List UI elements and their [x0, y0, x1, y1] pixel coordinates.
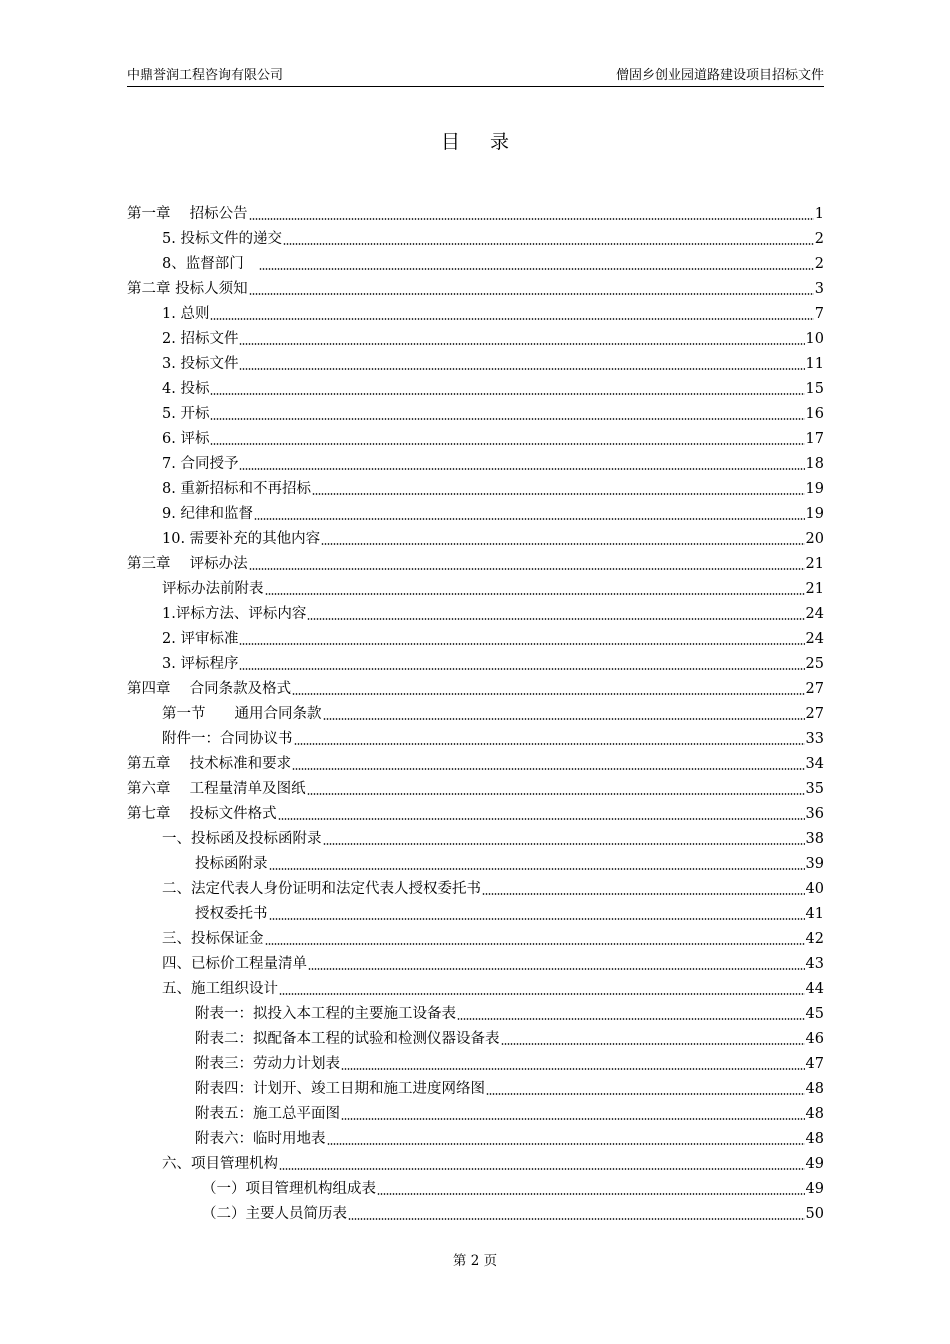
toc-entry-page: 48 [805, 1081, 824, 1097]
dot-leader [239, 668, 804, 670]
dot-leader [259, 268, 814, 270]
toc-entry-page: 35 [805, 781, 824, 797]
toc-entry-page: 11 [805, 356, 824, 372]
toc-entry-title: 六、项目管理机构 [162, 1156, 278, 1172]
toc-entry[interactable] [127, 1098, 824, 1123]
toc-entry[interactable] [127, 248, 824, 273]
toc-entry[interactable] [127, 698, 824, 723]
toc-entry-title: 第二章 投标人须知 [127, 281, 248, 297]
dot-leader [269, 918, 805, 920]
toc-entry-page: 20 [805, 531, 824, 547]
dot-leader [279, 1168, 805, 1170]
dot-leader [308, 968, 805, 970]
toc-entry-page: 36 [805, 806, 824, 822]
toc-entry[interactable] [127, 298, 824, 323]
toc-entry-page: 39 [805, 856, 824, 872]
toc-entry-page: 43 [805, 956, 824, 972]
toc-entry-title: 1. 总则 [162, 306, 210, 322]
toc-entry[interactable] [127, 198, 824, 223]
toc-entry[interactable] [127, 1123, 824, 1148]
toc-entry[interactable] [127, 948, 824, 973]
toc-entry-title: 附表四：计划开、竣工日期和施工进度网络图 [195, 1081, 485, 1097]
dot-leader [348, 1218, 805, 1220]
toc-entry-title: 7. 合同授予 [162, 456, 239, 472]
toc-entry-title: 2. 招标文件 [162, 331, 239, 347]
toc-entry-page: 41 [805, 906, 824, 922]
toc-entry-title: 一、投标函及投标函附录 [162, 831, 322, 847]
dot-leader [249, 568, 805, 570]
dot-leader [278, 818, 805, 820]
toc-entry-page: 2 [814, 256, 824, 272]
dot-leader [249, 293, 814, 295]
toc-entry-page: 38 [805, 831, 824, 847]
page-title: 目录 [440, 131, 539, 153]
toc-entry[interactable] [127, 798, 824, 823]
dot-leader [210, 393, 804, 395]
dot-leader [265, 593, 805, 595]
toc-entry-page: 21 [805, 556, 824, 572]
toc-entry[interactable] [127, 423, 824, 448]
toc-entry-title: 授权委托书 [195, 906, 268, 922]
toc-entry-page: 17 [805, 431, 824, 447]
toc-entry-title: 五、施工组织设计 [162, 981, 278, 997]
toc-entry[interactable] [127, 848, 824, 873]
dot-leader [312, 493, 805, 495]
toc-entry-page: 49 [805, 1181, 824, 1197]
toc-entry[interactable] [127, 448, 824, 473]
dot-leader [210, 318, 813, 320]
dot-leader [292, 768, 804, 770]
toc-entry-page: 48 [805, 1106, 824, 1122]
dot-leader [457, 1018, 805, 1020]
toc-entry[interactable] [127, 1073, 824, 1098]
toc-entry[interactable] [127, 523, 824, 548]
toc-entry-title: 5. 投标文件的递交 [162, 231, 282, 247]
toc-entry[interactable] [127, 573, 824, 598]
toc-entry-page: 10 [805, 331, 824, 347]
toc-entry-page: 27 [805, 706, 824, 722]
toc-entry-page: 40 [805, 881, 824, 897]
dot-leader [501, 1043, 805, 1045]
dot-leader [239, 343, 804, 345]
dot-leader [377, 1193, 805, 1195]
dot-leader [265, 943, 805, 945]
dot-leader [239, 468, 804, 470]
toc-entry-title: 附表一：拟投入本工程的主要施工设备表 [195, 1006, 456, 1022]
toc-entry-title: 附表六：临时用地表 [195, 1131, 326, 1147]
toc-entry-title: 投标函附录 [195, 856, 268, 872]
toc-entry-title: 第五章 技术标准和要求 [127, 756, 292, 772]
page-number: 第 2 页 [452, 1253, 498, 1269]
toc-entry[interactable] [127, 598, 824, 623]
dot-leader [292, 693, 804, 695]
toc-entry[interactable] [127, 648, 824, 673]
toc-entry-page: 42 [805, 931, 824, 947]
dot-leader [323, 843, 805, 845]
toc-entry[interactable] [127, 873, 824, 898]
toc-entry-page: 18 [805, 456, 824, 472]
toc-entry[interactable] [127, 998, 824, 1023]
toc-entry-page: 45 [805, 1006, 824, 1022]
dot-leader [307, 793, 805, 795]
toc-entry-page: 15 [805, 381, 824, 397]
toc-entry-title: 第一节 通用合同条款 [162, 706, 322, 722]
toc-entry-page: 33 [805, 731, 824, 747]
toc-entry-title: 2. 评审标准 [162, 631, 239, 647]
page-header [127, 66, 824, 87]
dot-leader [210, 443, 804, 445]
table-of-contents [127, 198, 824, 1223]
toc-entry[interactable] [127, 273, 824, 298]
dot-leader [321, 543, 804, 545]
dot-leader [283, 243, 814, 245]
toc-entry-page: 2 [814, 231, 824, 247]
dot-leader [486, 1093, 805, 1095]
toc-entry-title: （一）项目管理机构组成表 [202, 1181, 376, 1197]
toc-entry-page: 50 [805, 1206, 824, 1222]
toc-entry[interactable] [127, 1148, 824, 1173]
toc-entry[interactable] [127, 898, 824, 923]
toc-entry-page: 19 [805, 481, 824, 497]
toc-entry-title: 10. 需要补充的其他内容 [162, 531, 321, 547]
toc-entry[interactable] [127, 548, 824, 573]
toc-entry-page: 25 [805, 656, 824, 672]
toc-entry[interactable] [127, 748, 824, 773]
toc-entry[interactable] [127, 1198, 824, 1223]
toc-entry[interactable] [127, 223, 824, 248]
toc-entry-page: 16 [805, 406, 824, 422]
toc-entry-title: 8. 重新招标和不再招标 [162, 481, 311, 497]
dot-leader [482, 893, 805, 895]
toc-entry-title: （二）主要人员简历表 [202, 1206, 347, 1222]
toc-entry-title: 第三章 评标办法 [127, 556, 248, 572]
toc-entry-page: 24 [805, 631, 824, 647]
toc-entry-page: 48 [805, 1131, 824, 1147]
toc-entry-title: 1.评标方法、评标内容 [162, 606, 307, 622]
toc-entry-page: 3 [814, 281, 824, 297]
toc-entry[interactable] [127, 473, 824, 498]
dot-leader [249, 218, 814, 220]
toc-entry-page: 1 [814, 206, 824, 222]
dot-leader [210, 418, 804, 420]
toc-entry[interactable] [127, 623, 824, 648]
toc-entry-title: 第六章 工程量清单及图纸 [127, 781, 306, 797]
toc-entry-title: 3. 投标文件 [162, 356, 239, 372]
toc-entry-title: 附表五：施工总平面图 [195, 1106, 340, 1122]
toc-entry-page: 46 [805, 1031, 824, 1047]
header-document-title: 僧固乡创业园道路建设项目招标文件 [615, 68, 824, 83]
toc-entry-page: 47 [805, 1056, 824, 1072]
toc-entry[interactable] [127, 723, 824, 748]
toc-entry-title: 附表三：劳动力计划表 [195, 1056, 340, 1072]
toc-entry-page: 44 [805, 981, 824, 997]
toc-entry-title: 3. 评标程序 [162, 656, 239, 672]
toc-entry[interactable] [127, 1048, 824, 1073]
toc-entry-title: 5. 开标 [162, 406, 210, 422]
dot-leader [294, 743, 805, 745]
toc-entry-title: 8、监督部门 [162, 256, 259, 272]
dot-leader [327, 1143, 805, 1145]
dot-leader [341, 1118, 805, 1120]
toc-entry-title: 三、投标保证金 [162, 931, 264, 947]
toc-entry-page: 19 [805, 506, 824, 522]
dot-leader [279, 993, 805, 995]
header-company: 中鼎誉润工程咨询有限公司 [127, 68, 284, 83]
toc-entry-page: 24 [805, 606, 824, 622]
toc-entry-page: 7 [814, 306, 824, 322]
toc-entry[interactable] [127, 1023, 824, 1048]
toc-entry-page: 34 [805, 756, 824, 772]
toc-entry-title: 6. 评标 [162, 431, 210, 447]
toc-entry[interactable] [127, 498, 824, 523]
dot-leader [239, 368, 804, 370]
dot-leader [254, 518, 805, 520]
toc-entry[interactable] [127, 773, 824, 798]
toc-entry[interactable] [127, 923, 824, 948]
toc-entry[interactable] [127, 373, 824, 398]
toc-entry-title: 二、法定代表人身份证明和法定代表人授权委托书 [162, 881, 481, 897]
toc-entry-title: 第七章 投标文件格式 [127, 806, 277, 822]
dot-leader [269, 868, 805, 870]
toc-entry-title: 9. 纪律和监督 [162, 506, 253, 522]
toc-entry-page: 49 [805, 1156, 824, 1172]
toc-entry-page: 27 [805, 681, 824, 697]
toc-entry[interactable] [127, 673, 824, 698]
toc-entry[interactable] [127, 823, 824, 848]
toc-entry[interactable] [127, 323, 824, 348]
toc-entry[interactable] [127, 398, 824, 423]
toc-entry-page: 21 [805, 581, 824, 597]
dot-leader [341, 1068, 805, 1070]
toc-entry-title: 第一章 招标公告 [127, 206, 248, 222]
toc-entry[interactable] [127, 1173, 824, 1198]
toc-entry-title: 四、已标价工程量清单 [162, 956, 307, 972]
toc-entry[interactable] [127, 973, 824, 998]
dot-leader [323, 718, 805, 720]
toc-entry-title: 附件一：合同协议书 [162, 731, 293, 747]
dot-leader [307, 618, 804, 620]
dot-leader [239, 643, 804, 645]
toc-entry-title: 附表二：拟配备本工程的试验和检测仪器设备表 [195, 1031, 500, 1047]
toc-entry-title: 评标办法前附表 [162, 581, 264, 597]
toc-entry-title: 4. 投标 [162, 381, 210, 397]
toc-entry-title: 第四章 合同条款及格式 [127, 681, 292, 697]
toc-entry[interactable] [127, 348, 824, 373]
